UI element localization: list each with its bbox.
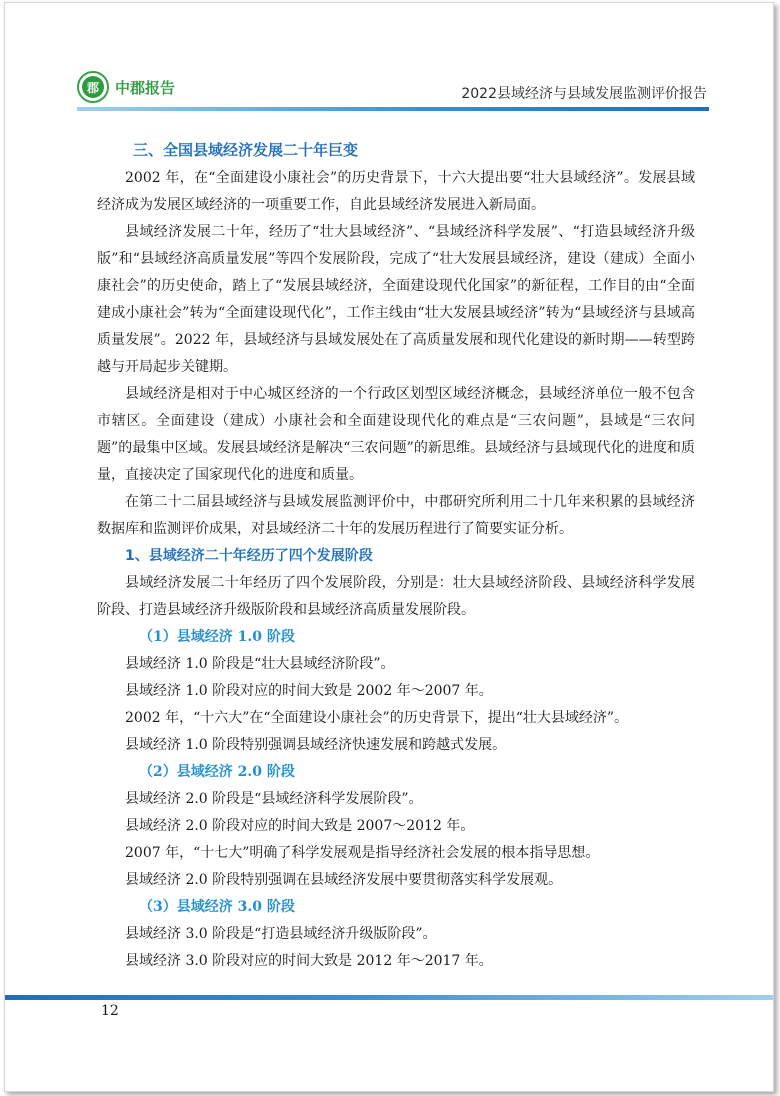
brand-emblem-glyph: 郡 xyxy=(82,76,104,98)
header-divider xyxy=(77,107,709,111)
body-paragraph: 2002 年，在“全面建设小康社会”的历史背景下，十六大提出要“壮大县域经济”。发展县域经济成为发展区域经济的一项重要工作，自此县域经济发展进入新局面。 xyxy=(97,170,695,213)
subsection-heading: 1、县域经济二十年经历了四个发展阶段 xyxy=(125,548,373,564)
stage-line: 县域经济 1.0 阶段特别强调县域经济快速发展和跨越式发展。 xyxy=(125,737,507,753)
stage-line: 县域经济 1.0 阶段对应的时间大致是 2002 年～2007 年。 xyxy=(125,683,493,699)
page-number: 12 xyxy=(101,1003,119,1019)
stage-heading: （3）县域经济 3.0 阶段 xyxy=(139,899,295,915)
stage-line: 2007 年，“十七大”明确了科学发展观是指导经济社会发展的根本指导思想。 xyxy=(125,845,600,861)
stage-line: 县域经济 2.0 阶段特别强调在县域经济发展中要贯彻落实科学发展观。 xyxy=(125,872,563,888)
brand-emblem-icon xyxy=(77,71,109,103)
body-paragraph: 县域经济发展二十年，经历了“壮大县域经济”、“县域经济科学发展”、“打造县域经济升级版”和“县域经济高质量发展”等四个发展阶段，完成了“壮大发展县域经济，建设（建成）全面小康社会”的历史使命，踏上了“发展县域经济，全面建设现代化国家”的新征程，工作目的由“全面建成小康社会”转为“全面建设现代化”，工作主线由“壮大发展县域经济”转为“县域经济与县域高质量发展”。2022 年，县域经济与县域发展处在了高质量发展和现代化建设的新时期——转型跨越与开局起步关键期。 xyxy=(97,224,695,375)
stage-heading: （1）县域经济 1.0 阶段 xyxy=(139,629,295,645)
stage-line: 县域经济 2.0 阶段是“县域经济科学发展阶段”。 xyxy=(125,791,423,807)
stage-line: 县域经济 3.0 阶段对应的时间大致是 2012 年～2017 年。 xyxy=(125,953,493,969)
stage-line: 县域经济 3.0 阶段是“打造县域经济升级版阶段”。 xyxy=(125,926,437,942)
section-heading: 三、全国县域经济发展二十年巨变 xyxy=(133,141,359,159)
body-paragraph: 县域经济是相对于中心城区经济的一个行政区划型区域经济概念，县域经济单位一般不包含市辖区。全面建设（建成）小康社会和全面建设现代化的难点是“三农问题”，县域是“三农问题”的最集中区域。发展县域经济是解决“三农问题”的新思维。县域经济与县域现代化的进度和质量，直接决定了国家现代化的进度和质量。 xyxy=(97,386,695,483)
brand-name: 中郡报告 xyxy=(115,78,176,97)
page-content xyxy=(97,135,695,975)
brand-logo xyxy=(77,69,175,105)
document-page xyxy=(4,2,774,1092)
footer-divider xyxy=(5,995,773,1000)
report-title: 2022县域经济与县域发展监测评价报告 xyxy=(461,86,707,102)
stage-line: 2002 年，“十六大”在“全面建设小康社会”的历史背景下，提出“壮大县域经济”。 xyxy=(125,710,629,726)
body-paragraph: 在第二十二届县域经济与县域发展监测评价中，中郡研究所利用二十几年来积累的县域经济数据库和监测评价成果，对县域经济二十年的发展历程进行了简要实证分析。 xyxy=(97,494,695,537)
subsection-intro: 县域经济发展二十年经历了四个发展阶段，分别是：壮大县域经济阶段、县域经济科学发展阶段、打造县域经济升级版阶段和县域经济高质量发展阶段。 xyxy=(97,575,695,618)
stage-line: 县域经济 2.0 阶段对应的时间大致是 2007～2012 年。 xyxy=(125,818,475,834)
stage-heading: （2）县域经济 2.0 阶段 xyxy=(139,764,295,780)
stage-line: 县域经济 1.0 阶段是“壮大县域经济阶段”。 xyxy=(125,656,395,672)
